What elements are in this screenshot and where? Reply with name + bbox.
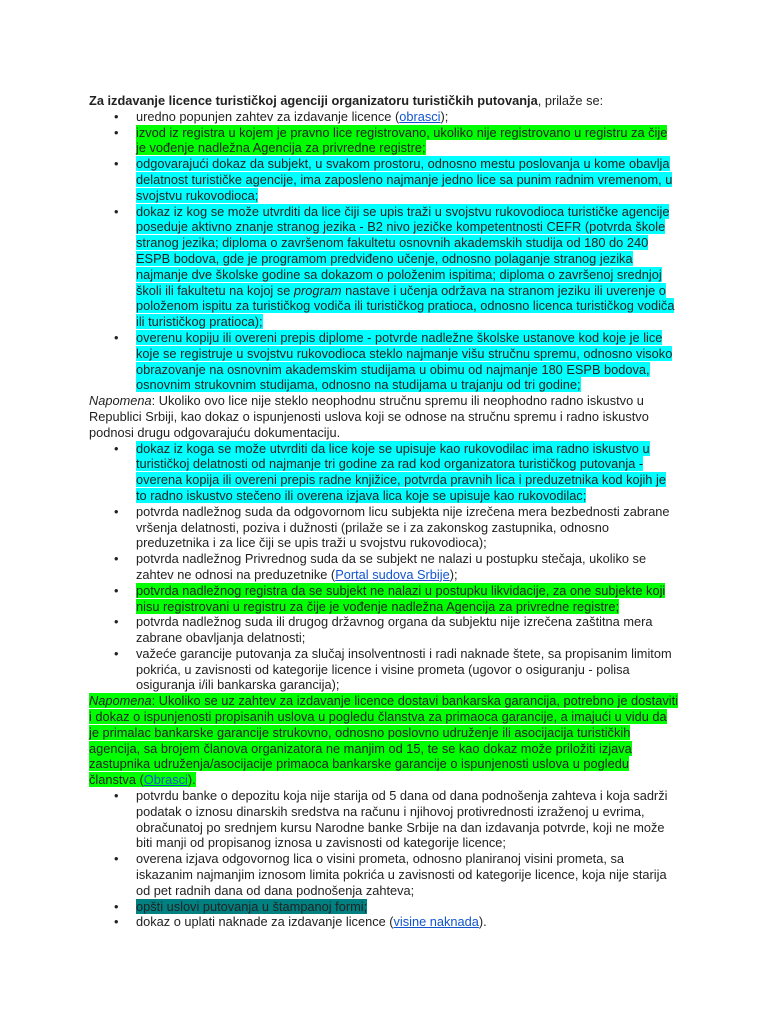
requirements-list-2 bbox=[89, 441, 679, 694]
list-item: • potvrda nadležnog registra da se subjekt ne nalazi u postupku likvidacije, za one subjekte koji nisu registrovani u registru za čije je vođenje nadležna Agencija za privredne registre; bbox=[136, 583, 679, 615]
list-item: • opšti uslovi putovanja u štampanoj formi; bbox=[136, 899, 679, 915]
requirements-list-3 bbox=[89, 788, 679, 930]
note-label: Napomena bbox=[89, 393, 152, 409]
list-item: • izvod iz registra u kojem je pravno lice registrovano, ukoliko nije registrovano u registru za čije je vođenje nadležna Agencija za privredne registre; bbox=[136, 125, 679, 157]
portal-sudova-link[interactable]: Portal sudova Srbije bbox=[335, 566, 450, 582]
note-paragraph-2: Napomena: Ukoliko se uz zahtev za izdavanje licence dostavi bankarska garancija, potrebno je dostaviti i dokaz o ispunjenosti propisanih uslova u pogledu članstva za primaoca garancije, a imajući u vidu da je primalac bankarske garancije strukovno, odnosno poslovno udruženje ili asocijacija turističkih agencija, sa brojem članova organizatora ne manjim od 15, te se kao dokaz može priložiti izjava zastupnika udruženja/asocijacije primaoca bankarske garancije o ispunjenosti uslova u pogledu članstva (Obrasci). bbox=[89, 693, 678, 788]
list-item: • uredno popunjen zahtev za izdavanje licence (obrasci); bbox=[136, 109, 679, 125]
list-item: • potvrda nadležnog Privrednog suda da se subjekt ne nalazi u postupku stečaja, ukoliko se zahtev ne odnosi na preduzetnike (Portal sudova Srbije); bbox=[136, 551, 679, 583]
list-item: • overenu kopiju ili overeni prepis diplome - potvrde nadležne školske ustanove kod koje je lice koje se registruje u svojstvu rukovodioca steklo najmanje višu stručnu spremu, odnosno visoko obrazovanje na osnovnim akademskim studijama u obimu od najmanje 180 ESPB bodova, osnovnim strukovnim studijama, odnosno na studijama u trajanju od tri godine; bbox=[136, 330, 679, 393]
list-item: • overena izjava odgovornog lica o visini prometa, odnosno planiranoj visini prometa, sa iskazanim najmanjim iznosom limita pokrića u zavisnosti od kategorije licence, koja nije starija od pet radnih dana od dana podnošenja zahteva; bbox=[136, 851, 679, 898]
obrasci-link[interactable]: obrasci bbox=[399, 108, 441, 124]
intro-paragraph bbox=[89, 93, 679, 109]
intro-title: Za izdavanje licence turističkoj agenciji organizatoru turističkih putovanja bbox=[89, 93, 538, 108]
note-label: Napomena bbox=[89, 693, 152, 709]
document-body bbox=[89, 93, 679, 930]
visine-naknada-link[interactable]: visine naknada bbox=[393, 914, 479, 930]
list-item: • potvrda nadležnog suda ili drugog državnog organa da subjektu nije izrečena zaštitna mera zabrane obavljanja delatnosti; bbox=[136, 614, 679, 646]
intro-suffix: , prilaže se: bbox=[537, 93, 604, 108]
list-item: • odgovarajući dokaz da subjekt, u svakom prostoru, odnosno mestu poslovanja u kome obavlja delatnost turističke agencije, ima zaposleno najmanje jedno lice sa punim radnim vremenom, u svojstvu rukovodioca; bbox=[136, 156, 679, 203]
obrasci-link-2[interactable]: Obrasci bbox=[143, 772, 188, 788]
list-item: • dokaz iz kog se može utvrditi da lice čiji se upis traži u svojstvu rukovodioca turističke agencije poseduje aktivno znanje stranog jezika - B2 nivo jezičke kompetentnosti CEFR (potvrda škole stranog jezika; diploma o završenom fakultetu osnovnih akademskih studija od 180 do 240 ESPB bodova, gde je programom predviđeno učenje, odnosno polaganje stranog jezika najmanje dve školske godine sa dokazom o položenim ispitima; diploma o završenoj srednjoj školi ili fakultetu na kojoj se program nastave i učenja održava na stranom jeziku ili uverenje o položenom ispitu za turističkog vodiča ili turističkog pratioca, odnosno licenca turističkog vodiča ili turističkog pratioca); bbox=[136, 204, 679, 330]
requirements-list-1 bbox=[89, 109, 679, 393]
list-item: • potvrda nadležnog suda da odgovornom licu subjekta nije izrečena mera bezbednosti zabrane vršenja delatnosti, poziva i dužnosti (prilaže se i za zakonskog zastupnika, odnosno preduzetnika i za lice čiji se upis traži u svojstvu rukovodioca); bbox=[136, 504, 679, 551]
list-item: • važeće garancije putovanja za slučaj insolventnosti i radi naknade štete, sa propisanim limitom pokrića, u zavisnosti od kategorije licence i visine prometa (ugovor o osiguranju - polisa osiguranja i/ili bankarska garancija); bbox=[136, 646, 679, 693]
note-paragraph-1: Napomena: Ukoliko ovo lice nije steklo neophodnu stručnu spremu ili neophodno radno iskustvo u Republici Srbiji, kao dokaz o ispunjenosti uslova koji se odnose na stručnu spremu i radno iskustvo podnosi drugu odgovarajuću dokumentaciju. bbox=[89, 393, 649, 440]
list-item: • dokaz iz koga se može utvrditi da lice koje se upisuje kao rukovodilac ima radno iskustvo u turističkoj delatnosti od najmanje tri godine za rad kod organizatora turističkog putovanja - overena kopija ili overeni prepis radne knjižice, potvrda pravnih lica i preduzetnika kod kojih je to radno iskustvo stečeno ili overena izjava lica koje se upisuje kao rukovodilac; bbox=[136, 441, 679, 504]
list-item: • potvrdu banke o depozitu koja nije starija od 5 dana od dana podnošenja zahteva i koja sadrži podatak o iznosu dinarskih sredstva na računu i njihovoj protivrednosti izraženoj u evrima, obračunatoj po srednjem kursu Narodne banke Srbije na dan izdavanja potvrde, koji ne može biti manji od propisanog iznosa u zavisnosti od kategorije licence; bbox=[136, 788, 679, 851]
list-item: • dokaz o uplati naknade za izdavanje licence (visine naknada). bbox=[136, 914, 679, 930]
